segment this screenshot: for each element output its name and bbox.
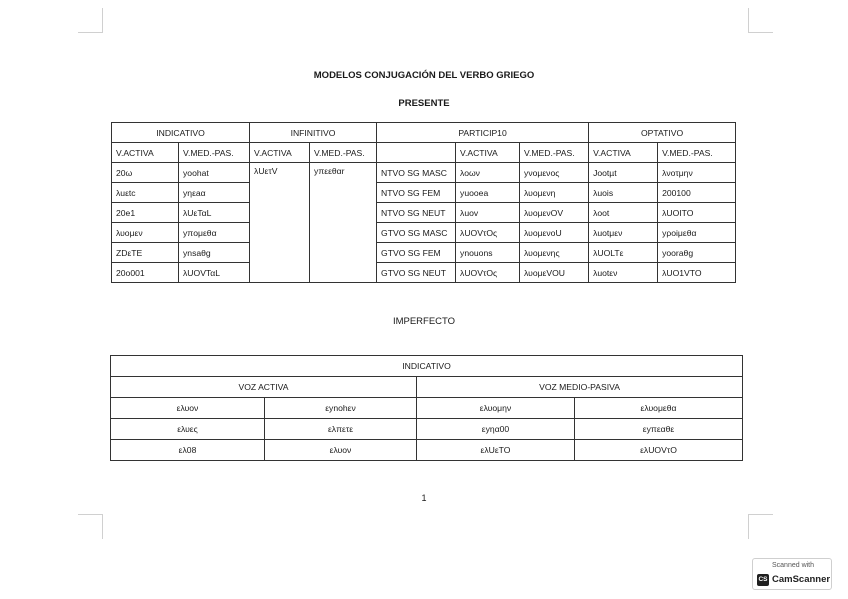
group-infinitivo: INFINITIVO xyxy=(250,123,377,143)
cell-part-case: NTVO SG FEM xyxy=(377,183,456,203)
cell-opt-medpas: yooraθg xyxy=(658,243,736,263)
subheader-part-case-blank xyxy=(377,143,456,163)
table-cell: ελυομην xyxy=(417,398,575,419)
cell-ind-medpas: yπoμεθα xyxy=(179,223,250,243)
cell-ind-medpas: λUOVΤαL xyxy=(179,263,250,283)
table-cell: εyπεαθε xyxy=(575,419,743,440)
table-cell: ελυες xyxy=(111,419,265,440)
group-optativo: OPTATIVO xyxy=(589,123,736,143)
cell-opt-activa: λuotμεν xyxy=(589,223,658,243)
table-cell: εyηα00 xyxy=(417,419,575,440)
subheader-ind-activa: V.ACTIVA xyxy=(112,143,179,163)
cell-opt-medpas: λUOITO xyxy=(658,203,736,223)
cell-opt-medpas: λνοτμην xyxy=(658,163,736,183)
subheader-inf-activa: V.ACTIVA xyxy=(250,143,310,163)
table-row xyxy=(112,223,736,243)
voz-medio-pasiva-header: VOZ MEDIO-PASIVA xyxy=(417,377,743,398)
cell-ind-activa: λυομεν xyxy=(112,223,179,243)
page-number: 1 xyxy=(421,493,427,503)
cell-opt-activa: λuotεν xyxy=(589,263,658,283)
table-row xyxy=(111,440,743,461)
table-row xyxy=(112,263,736,283)
subheader-inf-medpas: V.MED.-PAS. xyxy=(310,143,377,163)
table-cell: ελυομεθα xyxy=(575,398,743,419)
table-cell: ελUεTO xyxy=(417,440,575,461)
cell-ind-activa: 20e1 xyxy=(112,203,179,223)
document-title: MODELOS CONJUGACIÓN DEL VERBO GRIEGO xyxy=(313,70,535,81)
cell-ind-activa: λuεtc xyxy=(112,183,179,203)
camscanner-watermark xyxy=(752,558,832,590)
table-cell: εynohεν xyxy=(265,398,417,419)
cell-opt-activa: λoot xyxy=(589,203,658,223)
table-row xyxy=(112,203,736,223)
cell-part-activa: λUOVτOς xyxy=(456,223,520,243)
table-row xyxy=(112,243,736,263)
table-row xyxy=(111,398,743,419)
cell-opt-medpas: 200100 xyxy=(658,183,736,203)
cell-ind-activa: ZDεTE xyxy=(112,243,179,263)
cell-ind-activa: 20ω xyxy=(112,163,179,183)
cell-part-activa: yuooea xyxy=(456,183,520,203)
cell-part-medpas: λυομενης xyxy=(520,243,589,263)
imperfect-table xyxy=(110,355,743,461)
subheader-ind-medpas: V.MED.-PAS. xyxy=(179,143,250,163)
cell-opt-activa: λUOLTε xyxy=(589,243,658,263)
subheader-part-activa: V.ACTIVA xyxy=(456,143,520,163)
crop-mark-top-left xyxy=(78,8,103,33)
cell-ind-medpas: λUεΤαL xyxy=(179,203,250,223)
table-cell: ελ08 xyxy=(111,440,265,461)
table-cell: ελυον xyxy=(111,398,265,419)
cell-ind-medpas: ynsaθg xyxy=(179,243,250,263)
present-group-header-row xyxy=(112,123,736,143)
cell-ind-medpas: yoohat xyxy=(179,163,250,183)
watermark-caption: Scanned with xyxy=(771,562,815,569)
voz-activa-header: VOZ ACTIVA xyxy=(111,377,417,398)
cell-part-medpas: λυομενοU xyxy=(520,223,589,243)
crop-mark-bottom-left xyxy=(78,514,103,539)
cell-opt-medpas: λUO1VTO xyxy=(658,263,736,283)
camscanner-logo-icon: CS xyxy=(757,574,769,586)
cell-part-medpas: λυομενη xyxy=(520,183,589,203)
cell-part-case: GTVO SG NEUT xyxy=(377,263,456,283)
table-row xyxy=(112,163,736,183)
imperfect-voice-row xyxy=(111,377,743,398)
group-participio: PARTICIP10 xyxy=(377,123,589,143)
table-row xyxy=(111,419,743,440)
section-title-imperfect: IMPERFECTO xyxy=(392,316,456,327)
cell-ind-activa: 20o001 xyxy=(112,263,179,283)
cell-part-medpas: λυομεVOU xyxy=(520,263,589,283)
table-row xyxy=(112,183,736,203)
subheader-opt-medpas: V.MED.-PAS. xyxy=(658,143,736,163)
cell-part-medpas: yνομενος xyxy=(520,163,589,183)
cell-part-activa: λUOVτOς xyxy=(456,263,520,283)
imperfect-header-row xyxy=(111,356,743,377)
group-indicativo: INDICATIVO xyxy=(112,123,250,143)
present-subheader-row xyxy=(112,143,736,163)
cell-part-case: GTVO SG MASC xyxy=(377,223,456,243)
crop-mark-bottom-right xyxy=(748,514,773,539)
subheader-opt-activa: V.ACTIVA xyxy=(589,143,658,163)
cell-part-activa: λοων xyxy=(456,163,520,183)
present-table xyxy=(111,122,736,283)
cell-part-activa: ynouons xyxy=(456,243,520,263)
cell-opt-activa: λuois xyxy=(589,183,658,203)
section-title-present: PRESENTE xyxy=(398,98,450,109)
cell-part-activa: λuov xyxy=(456,203,520,223)
cell-ind-medpas: yηεaα xyxy=(179,183,250,203)
cell-opt-activa: Jootµt xyxy=(589,163,658,183)
cell-opt-medpas: yρoiμεθα xyxy=(658,223,736,243)
cell-inf-activa: λUετV xyxy=(250,163,310,283)
cell-part-medpas: λυομενOV xyxy=(520,203,589,223)
imperfect-indicativo-header: INDICATIVO xyxy=(111,356,743,377)
cell-part-case: NTVO SG MASC xyxy=(377,163,456,183)
cell-part-case: NTVO SG NEUT xyxy=(377,203,456,223)
subheader-part-medpas: V.MED.-PAS. xyxy=(520,143,589,163)
crop-mark-top-right xyxy=(748,8,773,33)
watermark-brand: CamScanner xyxy=(772,574,831,585)
table-cell: ελπετε xyxy=(265,419,417,440)
table-cell: ελυον xyxy=(265,440,417,461)
cell-part-case: GTVO SG FEM xyxy=(377,243,456,263)
table-cell: ελUOVτO xyxy=(575,440,743,461)
cell-inf-medpas: yπεεθαr xyxy=(310,163,377,283)
